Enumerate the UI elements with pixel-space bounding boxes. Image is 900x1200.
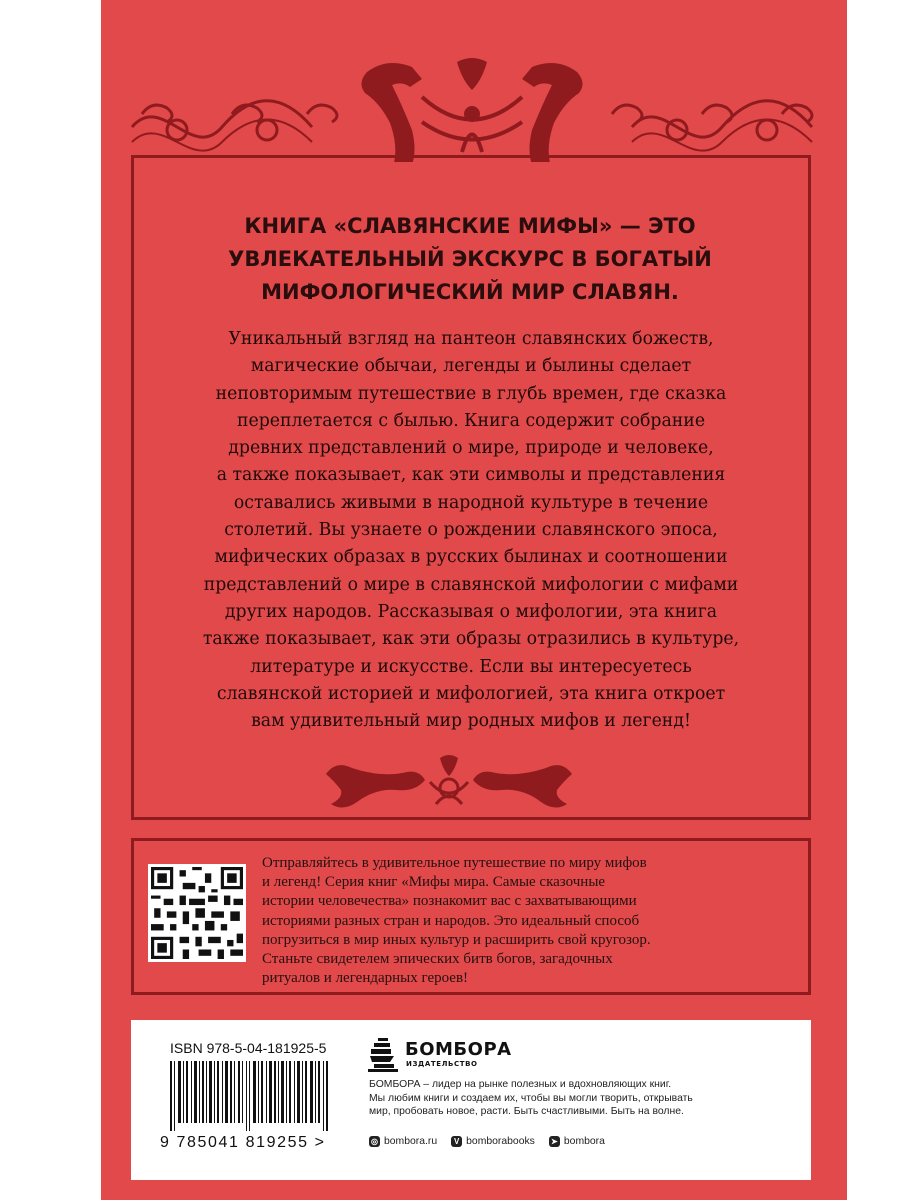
instagram-icon: ◎ xyxy=(369,1136,380,1147)
description-line: также показывает, как эти образы отразились в культуре, xyxy=(202,629,740,650)
series-line: Станьте свидетелем эпических битв богов, загадочных xyxy=(262,951,613,968)
description-line: магические обычаи, легенды и былины сделает xyxy=(250,356,692,377)
description-line: других народов. Рассказывая о мифологии, эта книга xyxy=(224,601,718,622)
description-line: оставались живыми в народной культуре в течение xyxy=(233,492,709,513)
book-description xyxy=(170,326,772,735)
description-line: переплетается с былью. Книга содержит собрание xyxy=(236,410,706,431)
description-line: неповторимым путешествие в глубь времен, где сказка xyxy=(215,383,727,404)
description-line: столетий. Вы узнаете о рождении славянского эпоса, xyxy=(224,520,718,541)
series-line: истории человечества» познакомит вас с захватывающими xyxy=(262,893,637,910)
isbn: ISBN 978-5-04-181925-5 xyxy=(170,1040,327,1056)
description-line: а также показывает, как эти символы и представления xyxy=(216,465,726,486)
description-line: Уникальный взгляд на пантеон славянских божеств, xyxy=(228,329,714,349)
headline-line: МИФОЛОГИЧЕСКИЙ МИР СЛАВЯН. xyxy=(261,280,679,304)
description-line: древних представлений о мире, природе и человеке, xyxy=(228,438,714,459)
description-line: представлений о мире в славянской мифологии с мифами xyxy=(203,574,739,595)
series-line: историями разных стран и народов. Это идеальный способ xyxy=(262,912,640,929)
vk-icon: V xyxy=(451,1136,462,1147)
bombora-logo-icon xyxy=(368,1036,406,1072)
barcode-digits: 9 785041 819255 > xyxy=(160,1134,326,1151)
publisher-line: БОМБОРА – лидер на рынке полезных и вдохновляющих книг. xyxy=(369,1079,672,1090)
bottom-ornament xyxy=(318,752,580,814)
social-link-site[interactable] xyxy=(369,1136,437,1147)
publisher-line: Мы любим книги и создаем их, чтобы вы могли творить, открывать xyxy=(369,1092,693,1104)
social-label: bombora.ru xyxy=(384,1136,438,1147)
series-line: погрузиться в мир иных культур и расширить свой кругозор. xyxy=(262,931,651,948)
top-ornament xyxy=(122,52,822,162)
publisher-name: БОМБОРА xyxy=(405,1039,512,1060)
social-label: bomborabooks xyxy=(466,1136,535,1147)
publisher-subtitle: ИЗДАТЕЛЬСТВО xyxy=(406,1060,478,1068)
telegram-icon: ➤ xyxy=(549,1136,560,1147)
publisher-line: мир, пробовать новое, расти. Быть счастливыми. Быть на волне. xyxy=(369,1106,684,1118)
description-line: литературе и искусстве. Если вы интересуетесь xyxy=(250,656,692,677)
description-line: славянской историей и мифологией, эта книга откроет xyxy=(216,683,726,704)
series-line: и легенд! Серия книг «Мифы мира. Самые сказочные xyxy=(262,874,606,891)
series-line: Отправляйтесь в удивительное путешествие по миру мифов xyxy=(262,855,647,871)
description-line: вам удивительный мир родных мифов и легенд! xyxy=(251,711,691,732)
headline-line: КНИГА «СЛАВЯНСКИЕ МИФЫ» — ЭТО xyxy=(244,214,696,238)
headline xyxy=(150,210,790,309)
social-label: bombora xyxy=(563,1136,605,1147)
social-link-telegram[interactable] xyxy=(549,1136,605,1147)
series-description xyxy=(262,854,802,988)
social-link-vk[interactable] xyxy=(451,1136,535,1147)
headline-line: УВЛЕКАТЕЛЬНЫЙ ЭКСКУРС В БОГАТЫЙ xyxy=(228,247,712,271)
description-line: мифических образах в русских былинах и соотношении xyxy=(214,547,728,568)
barcode-icon xyxy=(170,1061,328,1131)
qr-code-icon xyxy=(148,864,246,962)
social-links xyxy=(369,1136,605,1147)
series-line: ритуалов и легендарных героев! xyxy=(262,970,469,987)
publisher-description xyxy=(369,1078,769,1119)
